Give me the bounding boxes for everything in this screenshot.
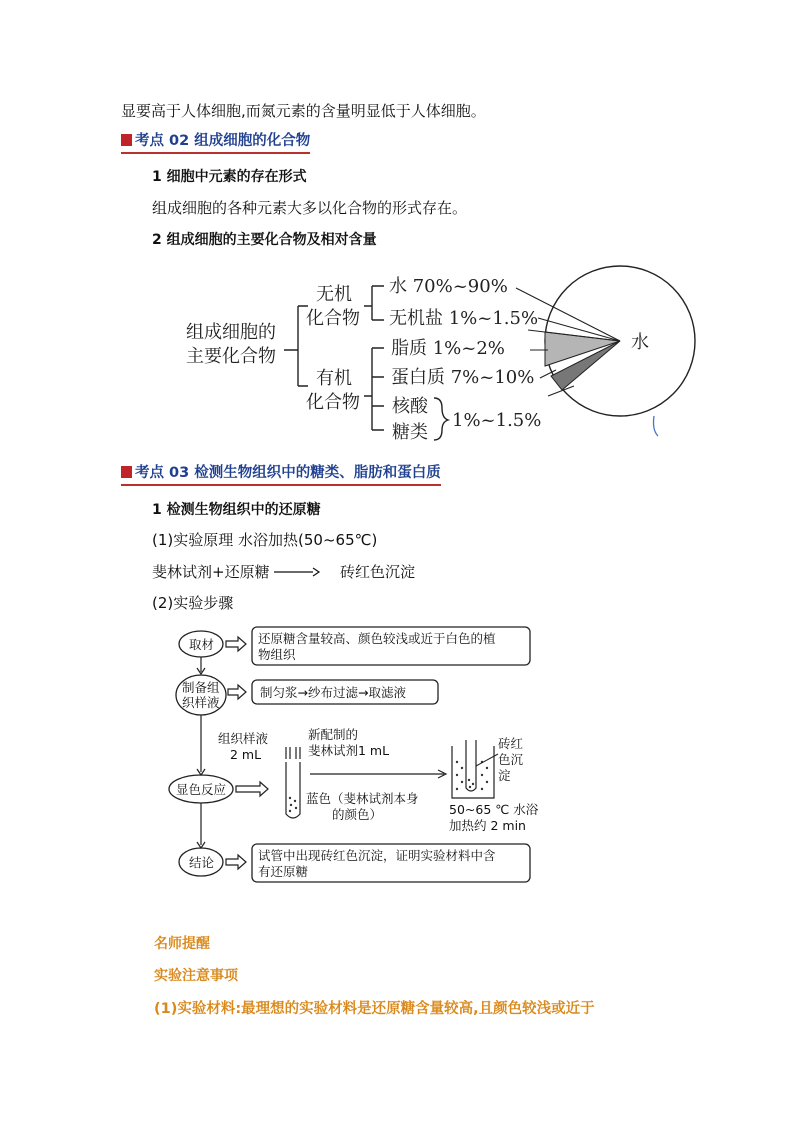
blue-note-line1: 蓝色（斐林试剂本身 [306,791,419,806]
organic-bracket [364,348,384,430]
section-heading-02-text: 考点 02 组成细胞的化合物 [135,133,311,149]
principle-line: (1)实验原理 水浴加热(50~65℃) [152,531,378,549]
step2-label-line1: 制备组 [182,680,220,695]
compound-content-diagram [0,258,794,448]
inorganic-label-line1: 无机 [316,284,352,305]
hollow-arrow-4-icon [226,855,246,869]
salt-label: 无机盐 1%~1.5% [389,308,539,329]
root-label-line1: 组成细胞的 [186,322,276,343]
subheading-element-forms: 1 细胞中元素的存在形式 [152,169,307,185]
water-bath-line2: 加热约 2 min [449,818,526,833]
note-1: (1)实验材料:最理想的实验材料是还原糖含量较高,且颜色较浅或近于 [154,1001,595,1017]
lipid-label: 脂质 1%~2% [391,338,505,359]
reagent-label-line1: 新配制的 [308,727,359,742]
notes-title: 实验注意事项 [154,968,238,984]
precipitate-label-line2: 色沉 [498,752,524,767]
step1-desc-line1: 还原糖含量较高、颜色较浅或近于白色的植 [258,631,496,646]
section-marker-icon [121,134,132,146]
nucleic-acid-label: 核酸 [392,396,428,417]
organic-label-line1: 有机 [316,368,352,389]
step4-label: 结论 [189,855,215,870]
inorganic-label-line2: 化合物 [306,308,360,329]
precipitate-leader [476,754,498,766]
subheading-main-compounds: 2 组成细胞的主要化合物及相对含量 [152,232,377,248]
step2-label-line2: 织样液 [182,695,220,710]
tip-title: 名师提醒 [154,936,210,952]
steps-label: (2)实验步骤 [152,594,234,612]
step3-label: 显色反应 [176,782,227,797]
continuation-line: 显要高于人体细胞,而氮元素的含量明显低于人体细胞。 [121,102,486,120]
sugar-label: 糖类 [392,422,428,443]
water-bath-line1: 50~65 ℃ 水浴 [449,802,539,817]
step2-desc: 制匀浆→纱布过滤→取滤液 [260,685,406,700]
section-heading-03 [121,461,441,486]
test-tube-icon [286,762,300,818]
reaction-right: 砖红色沉淀 [340,563,416,581]
pie-water-label: 水 [631,332,649,353]
beaker-test-tube-icon [466,740,476,791]
nucleic-sugar-brace [434,398,448,440]
reaction-left: 斐林试剂+还原糖 [152,563,270,581]
reagent-label-line2: 斐林试剂1 mL [308,743,390,758]
sample-label-line1: 组织样液 [218,731,269,746]
subheading-reducing-sugar: 1 检测生物组织中的还原糖 [152,502,321,518]
inorganic-bracket [364,286,384,320]
water-label: 水 70%~90% [389,276,508,297]
hollow-arrow-2-icon [228,685,246,699]
section-marker-icon-2 [121,466,132,478]
handwritten-mark [654,416,659,436]
dropper-sample-icon [286,747,290,759]
precipitate-label-line3: 淀 [498,768,511,783]
blue-note-line2: 的颜色） [332,807,383,822]
step4-desc-line2: 有还原糖 [258,864,309,879]
reaction-arrow-icon [273,566,321,578]
section-heading-02 [121,129,310,154]
reducing-sugar-flowchart [160,622,550,887]
protein-label: 蛋白质 7%~10% [391,367,535,388]
dropper-reagent-icon [296,747,300,759]
paragraph-element-forms: 组成细胞的各种元素大多以化合物的形式存在。 [152,199,468,217]
step1-desc-line2: 物组织 [258,647,296,662]
organic-label-line2: 化合物 [306,392,360,413]
nucleic-sugar-percent: 1%~1.5% [452,410,542,431]
hollow-arrow-3-icon [236,782,268,796]
step1-label: 取材 [189,637,215,652]
hollow-arrow-1-icon [226,637,246,651]
step4-desc-line1: 试管中出现砖红色沉淀，证明实验材料中含 [258,848,496,863]
sample-label-line2: 2 mL [230,747,262,762]
root-label-line2: 主要化合物 [186,346,276,367]
precipitate-label-line1: 砖红 [498,736,524,751]
root-bracket [284,306,308,386]
section-heading-03-text: 考点 03 检测生物组织中的糖类、脂肪和蛋白质 [135,465,441,481]
